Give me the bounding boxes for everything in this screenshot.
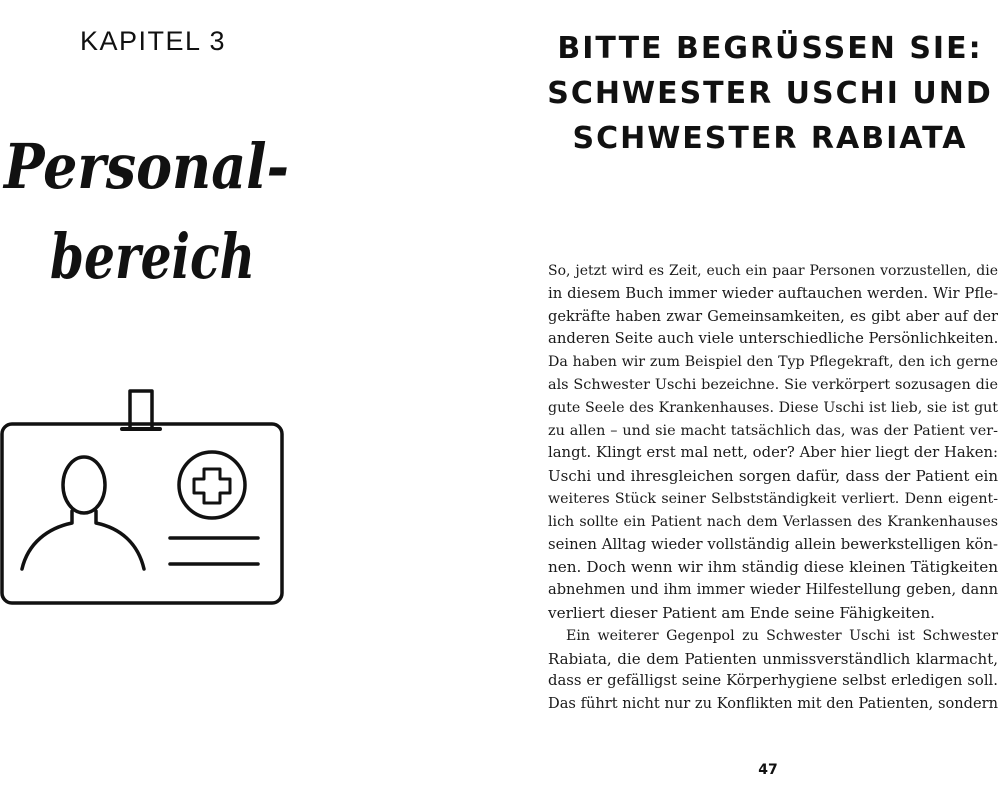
medical-cross-icon — [179, 452, 245, 518]
badge-card — [2, 424, 282, 603]
chapter-label: KAPITEL 3 — [80, 26, 227, 56]
body-text — [548, 260, 998, 716]
section-heading — [545, 26, 995, 161]
text-line: langt. Klingt erst mal nett, oder? Aber hier liegt der Haken: — [548, 444, 998, 462]
text-line: als Schwester Uschi bezeichne. Sie verkörpert sozusagen die — [548, 376, 998, 393]
page-number: 47 — [758, 762, 778, 778]
person-icon — [22, 457, 144, 569]
text-line: Rabiata, die dem Patienten unmissverständlich klarmacht, — [548, 649, 998, 668]
text-line: Uschi und ihresgleichen sorgen dafür, dass der Patient ein — [548, 467, 998, 486]
text-line: in diesem Buch immer wieder auftauchen werden. Wir Pfle- — [548, 284, 998, 302]
text-line: seinen Alltag wieder vollständig allein bewerkstelligen kön- — [548, 535, 998, 553]
chapter-title-line1: Personal- — [2, 130, 289, 203]
text-line: So, jetzt wird es Zeit, euch ein paar Personen vorzustellen, die — [548, 263, 998, 279]
text-line: gute Seele des Krankenhauses. Diese Uschi ist lieb, sie ist gut — [548, 399, 998, 416]
text-line: zu allen – und sie macht tatsächlich das, was der Patient ver- — [548, 422, 998, 439]
text-line: gekräfte haben zwar Gemeinsamkeiten, es gibt aber auf der — [548, 307, 998, 325]
heading-line: BITTE BEGRÜSSEN SIE: — [557, 31, 983, 66]
text-line: dass er gefälligst seine Körperhygiene selbst erledigen soll. — [548, 672, 998, 690]
text-line: Da haben wir zum Beispiel den Typ Pflegekraft, den ich gerne — [548, 354, 998, 371]
text-line: Das führt nicht nur zu Konflikten mit den Patienten, sondern — [548, 695, 998, 713]
text-line: lich sollte ein Patient nach dem Verlassen des Krankenhauses — [548, 513, 998, 530]
heading-line: SCHWESTER USCHI UND — [547, 76, 993, 111]
chapter-title-line2: bereich — [50, 220, 255, 293]
chapter-title — [0, 100, 300, 310]
heading-line: SCHWESTER RABIATA — [572, 121, 968, 156]
text-line: Ein weiterer Gegenpol zu Schwester Uschi ist Schwester — [566, 627, 998, 644]
text-line: abnehmen und ihm immer wieder Hilfestellung geben, dann — [548, 581, 998, 599]
text-line: nen. Doch wenn wir ihm ständig diese kleinen Tätigkeiten — [548, 558, 998, 577]
text-line: weiteres Stück seiner Selbstständigkeit verliert. Denn eigent- — [548, 490, 998, 507]
text-line: anderen Seite auch viele unterschiedliche Persönlichkeiten. — [548, 330, 999, 348]
text-line: verliert dieser Patient am Ende seine Fähigkeiten. — [548, 603, 936, 622]
id-badge-icon — [0, 385, 290, 610]
